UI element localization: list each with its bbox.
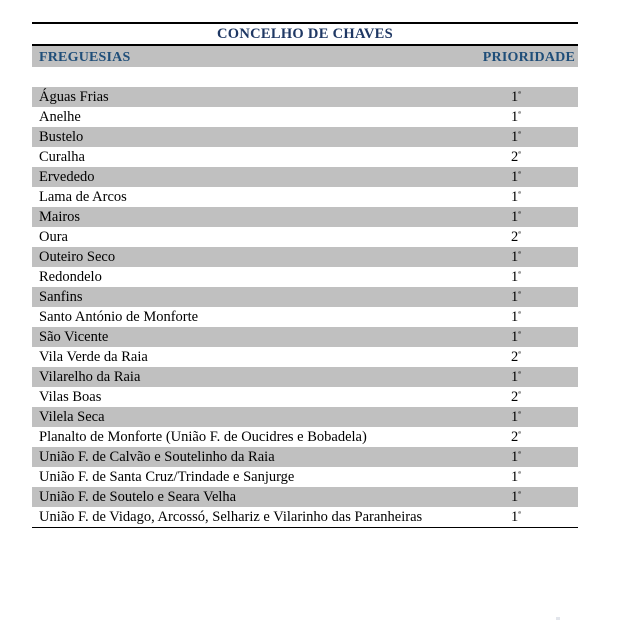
cell-freguesia: União F. de Vidago, Arcossó, Selhariz e Vilarinho das Paranheiras (39, 509, 423, 525)
priority-ordinal-indicator: ª (518, 489, 521, 500)
cell-prioridade (480, 467, 578, 487)
priority-number: 1 (511, 289, 519, 305)
priority-ordinal-indicator: ª (518, 349, 521, 360)
priority-ordinal-indicator: ª (518, 369, 521, 380)
priority-number: 2 (511, 389, 519, 405)
cell-freguesia: Vilas Boas (39, 389, 102, 405)
page-artifact-speck (556, 617, 560, 620)
priority-ordinal-indicator: ª (518, 249, 521, 260)
priority-ordinal-indicator: ª (518, 509, 521, 520)
priority-ordinal-indicator: ª (518, 409, 521, 420)
table-row (32, 247, 578, 267)
table-row (32, 287, 578, 307)
priority-ordinal-indicator: ª (518, 309, 521, 320)
priority-number: 1 (511, 449, 519, 465)
priority-ordinal-indicator: ª (518, 229, 521, 240)
cell-freguesia: Mairos (39, 209, 81, 225)
priority-ordinal-indicator: ª (518, 129, 521, 140)
cell-freguesia: Planalto de Monforte (União F. de Oucidres e Bobadela) (39, 429, 367, 445)
cell-freguesia: Bustelo (39, 129, 84, 145)
cell-freguesia: Redondelo (39, 269, 102, 285)
cell-freguesia: São Vicente (39, 329, 109, 345)
table-bottom-border (32, 527, 578, 528)
cell-prioridade (480, 107, 578, 127)
table-row (32, 267, 578, 287)
priority-ordinal-indicator: ª (518, 469, 521, 480)
table-row (32, 307, 578, 327)
table-body (32, 87, 578, 527)
priority-number: 1 (511, 269, 519, 285)
priority-number: 1 (511, 509, 519, 525)
table-row (32, 167, 578, 187)
priority-number: 1 (511, 329, 519, 345)
priority-ordinal-indicator: ª (518, 429, 521, 440)
cell-freguesia: Águas Frias (39, 89, 109, 105)
priority-number: 1 (511, 169, 519, 185)
table-row (32, 347, 578, 367)
cell-prioridade (480, 387, 578, 407)
cell-prioridade (480, 367, 578, 387)
priority-number: 1 (511, 469, 519, 485)
column-header-prioridade-label: PRIORIDADE (482, 49, 575, 65)
priority-ordinal-indicator: ª (518, 269, 521, 280)
column-header-freguesias-label: FREGUESIAS (39, 49, 131, 65)
cell-freguesia: União F. de Santa Cruz/Trindade e Sanjurge (39, 469, 295, 485)
column-header-prioridade (480, 48, 578, 66)
priority-number: 2 (511, 149, 519, 165)
priority-number: 1 (511, 209, 519, 225)
cell-prioridade (480, 487, 578, 507)
column-header-freguesias (32, 48, 480, 66)
cell-freguesia: Ervededo (39, 169, 95, 185)
table-row (32, 487, 578, 507)
cell-prioridade (480, 127, 578, 147)
cell-prioridade (480, 307, 578, 327)
freguesias-table (32, 22, 578, 528)
cell-freguesia: Outeiro Seco (39, 249, 116, 265)
table-row (32, 107, 578, 127)
priority-number: 2 (511, 229, 519, 245)
priority-ordinal-indicator: ª (518, 189, 521, 200)
priority-ordinal-indicator: ª (518, 289, 521, 300)
table-row (32, 187, 578, 207)
priority-ordinal-indicator: ª (518, 449, 521, 460)
priority-number: 1 (511, 129, 519, 145)
table-row (32, 87, 578, 107)
priority-ordinal-indicator: ª (518, 89, 521, 100)
cell-prioridade (480, 207, 578, 227)
cell-prioridade (480, 327, 578, 347)
cell-prioridade (480, 247, 578, 267)
cell-freguesia: Lama de Arcos (39, 189, 127, 205)
table-row (32, 207, 578, 227)
cell-prioridade (480, 187, 578, 207)
cell-prioridade (480, 227, 578, 247)
cell-freguesia: União F. de Calvão e Soutelinho da Raia (39, 449, 275, 465)
priority-ordinal-indicator: ª (518, 109, 521, 120)
cell-prioridade (480, 427, 578, 447)
table-header-row (32, 46, 578, 68)
cell-prioridade (480, 407, 578, 427)
table-row (32, 367, 578, 387)
cell-prioridade (480, 147, 578, 167)
cell-freguesia: Vilela Seca (39, 409, 105, 425)
priority-number: 2 (511, 429, 519, 445)
cell-freguesia: Santo António de Monforte (39, 309, 199, 325)
cell-freguesia: União F. de Soutelo e Seara Velha (39, 489, 237, 505)
table-row (32, 407, 578, 427)
cell-prioridade (480, 287, 578, 307)
cell-freguesia: Vilarelho da Raia (39, 369, 141, 385)
priority-ordinal-indicator: ª (518, 209, 521, 220)
table-row (32, 507, 578, 527)
table-row (32, 227, 578, 247)
header-body-spacer (32, 68, 578, 87)
priority-number: 1 (511, 309, 519, 325)
page-title: CONCELHO DE CHAVES (217, 26, 393, 42)
priority-number: 1 (511, 249, 519, 265)
table-row (32, 387, 578, 407)
priority-number: 1 (511, 489, 519, 505)
priority-ordinal-indicator: ª (518, 329, 521, 340)
cell-prioridade (480, 507, 578, 527)
cell-freguesia: Vila Verde da Raia (39, 349, 148, 365)
cell-freguesia: Oura (39, 229, 68, 245)
cell-prioridade (480, 447, 578, 467)
cell-prioridade (480, 167, 578, 187)
table-row (32, 447, 578, 467)
priority-ordinal-indicator: ª (518, 149, 521, 160)
table-row (32, 327, 578, 347)
priority-number: 1 (511, 89, 519, 105)
table-row (32, 127, 578, 147)
table-row (32, 467, 578, 487)
cell-freguesia: Anelhe (39, 109, 81, 125)
priority-number: 1 (511, 409, 519, 425)
cell-prioridade (480, 267, 578, 287)
table-title-row (32, 24, 578, 46)
cell-prioridade (480, 87, 578, 107)
priority-ordinal-indicator: ª (518, 389, 521, 400)
priority-number: 2 (511, 349, 519, 365)
priority-number: 1 (511, 369, 519, 385)
cell-prioridade (480, 347, 578, 367)
cell-freguesia: Curalha (39, 149, 85, 165)
priority-number: 1 (511, 109, 519, 125)
table-row (32, 147, 578, 167)
priority-ordinal-indicator: ª (518, 169, 521, 180)
table-row (32, 427, 578, 447)
priority-number: 1 (511, 189, 519, 205)
cell-freguesia: Sanfins (39, 289, 83, 305)
